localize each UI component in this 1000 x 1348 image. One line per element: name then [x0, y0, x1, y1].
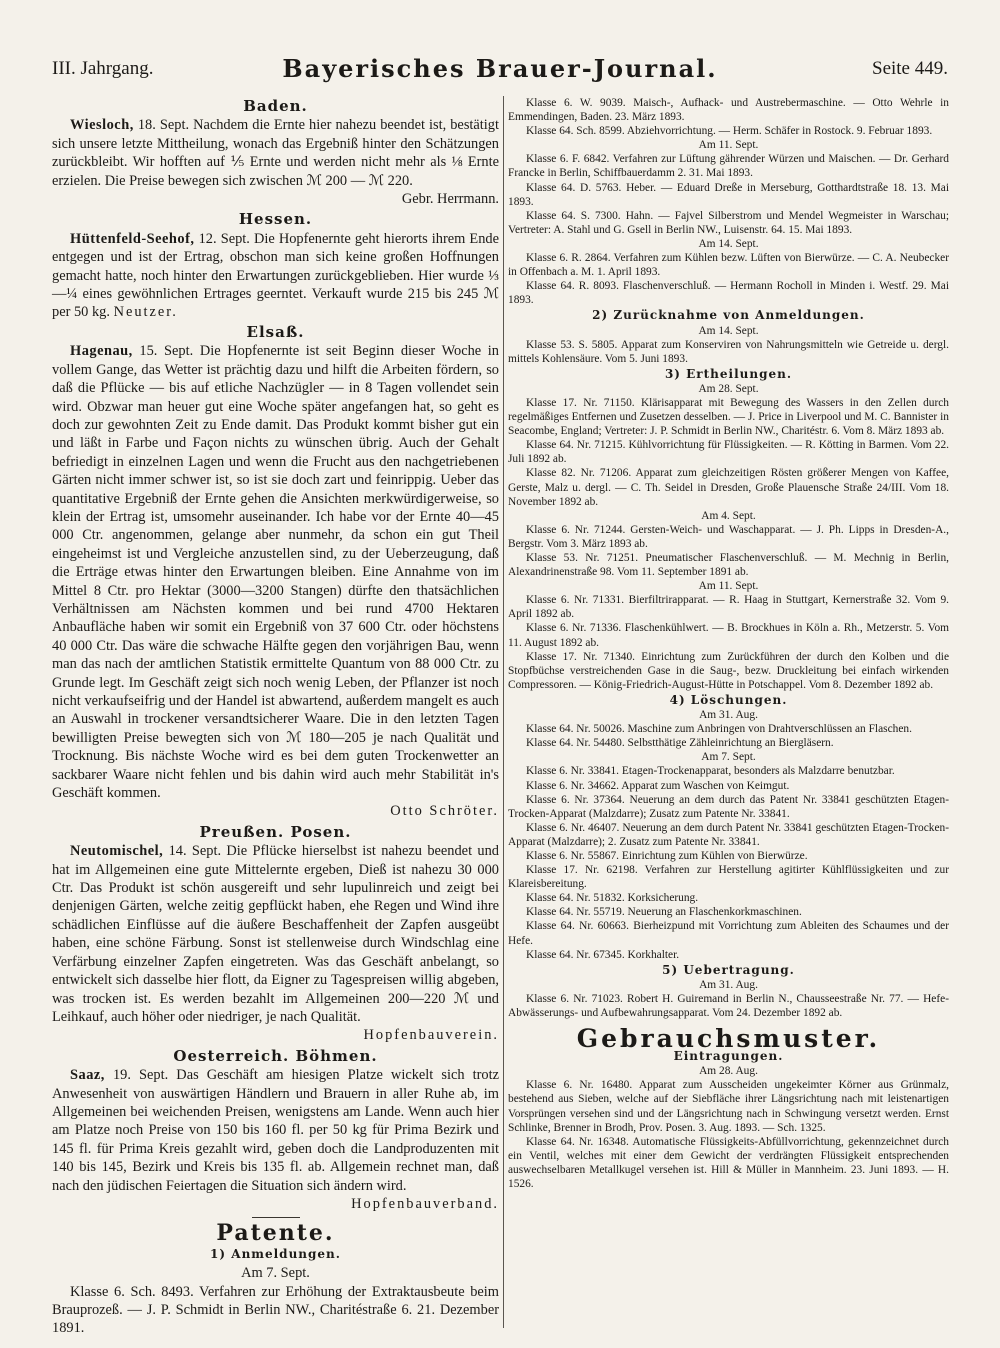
- patent-entry: Klasse 17. Nr. 62198. Verfahren zur Herstellung agitirter Kühlflüssigkeiten und zur Klareisbereitung.: [508, 864, 949, 891]
- section-rule: [252, 1217, 300, 1218]
- report-text: 18. Sept. Nachdem die Ernte hier nahezu beendet ist, bestätigt sich unsere letzte Mittheilung, wonach das Ergebniß hinter den Schätzungen zurückbleibt. Wir hofften auf ⅕ Ernte und werden nicht mehr als ⅛ Ernte erzielen. Die Preise bewegen sich zwischen ℳ 200 — ℳ 220.: [52, 117, 499, 189]
- subheading-uebertragung: 5) Uebertragung.: [662, 962, 795, 977]
- place-name: Neutomischel,: [70, 843, 164, 860]
- report-text: 14. Sept. Die Pflücke hierselbst ist nahezu beendet und hat im Allgemeinen eine gute Mittelernte ergeben, Dieß ist nahezu 30 000 Ctr. Das Produkt ist schön ausgereift und sehr lupulinreich und zeigt bei denjenigen Gärten, welche zeitig gepflückt haben, ehe Regen und Wind ihre schädlichen Einflüsse auf die äußere Beschaffenheit der Zapfen ausgeübt haben, eine schöne Färbung. Sonst ist stellenweise durch Windschlag eine Verfärbung einzelner Zapfen eingetreten. Was das Geschäft anbelangt, so entwickelt sich dasselbe hier flott, da Eigner zu Tagespreisen willig abgeben, was trocken ist. Es werden bezahlt im Allgemeinen 200—220 ℳ und Leihkauf, auch höher oder niedriger, je nach Qualität.: [52, 843, 499, 1025]
- place-name: Saaz,: [70, 1067, 105, 1084]
- right-column: [508, 96, 949, 1328]
- section-heading-baden: Baden.: [243, 97, 308, 115]
- patent-entry: Klasse 6. Nr. 71331. Bierfiltrirapparat. — R. Haag in Stuttgart, Kernerstraße 32. Vom 9. April 1892 ab.: [508, 594, 949, 621]
- patent-entry: Klasse 6. Nr. 71023. Robert H. Guiremand in Berlin N., Chausseestraße Nr. 77. — Hefe-Abwässerungs- und Aufbewahrungsapparat. Vom 24. Dezember 1892 ab.: [508, 992, 949, 1019]
- report-hessen: [52, 230, 499, 322]
- page-number: Seite 449.: [872, 58, 948, 79]
- section-heading-oesterreich: Oesterreich. Böhmen.: [173, 1046, 378, 1065]
- patent-entry: Klasse 17. Nr. 71340. Einrichtung zum Zurückführen der durch den Kolben und die Stopfbüchse verstreichenden Gase in die Saug-, bezw. Druckleitung bei einfach wirkenden Compressoren. — König-Friedrich-August-Hütte in Potschappel. Vom 8. Dezember 1892 ab.: [508, 650, 949, 691]
- date-line: Am 4. Sept.: [701, 509, 756, 522]
- patent-entry: Klasse 6. W. 9039. Maisch-, Aufhack- und Austrebermaschine. — Otto Wehrle in Emmendingen, Baden. 23. März 1893.: [508, 97, 949, 124]
- report-baden: [52, 116, 499, 190]
- journal-title: Bayerisches Brauer-Journal.: [282, 54, 718, 83]
- patent-entry: Klasse 6. Nr. 71244. Gersten-Weich- und Waschapparat. — J. Ph. Lipps in Dresden-A., Bergstr. Vom 3. März 1893 ab.: [508, 523, 949, 550]
- report-oesterreich: [52, 1066, 499, 1195]
- date-line: Am 28. Sept.: [698, 382, 759, 395]
- patent-entry: Klasse 6. Nr. 33841. Etagen-Trockenapparat, besonders als Malzdarre benutzbar.: [526, 765, 895, 778]
- signature: Otto Schröter.: [390, 803, 499, 820]
- signature: Hopfenbauverband.: [351, 1195, 499, 1212]
- volume-label: III. Jahrgang.: [52, 58, 154, 79]
- report-text: 15. Sept. Die Hopfenernte ist seit Beginn dieser Woche in vollem Gange, das Wetter ist prächtig dazu und hilft die Arbeiten fördern, so daß die Pflücke — bis auf etliche Nachzügler — in 8 Tagen vollendet sein wird. Obzwar man heuer gut eine Woche später angefangen hat, so geht es doch zur gewohnten Zeit zu Ende damit. Das Produkt kommt bisher gut ein und läßt in Farbe und Façon nichts zu wünschen übrig. Auch der Gehalt befriedigt in einzelnen Lagen und wenn die Frucht aus den nachgetriebenen Gärten nicht immer schwer ist, so ist sie doch zart und feinrippig. Ueber das quantitative Ergebniß der Ernte gehen die Ansichten merkwürdigerweise, so klein der Ertrag ist, umsomehr auseinander. Ich habe vor der Ernte 40—45 000 Ctr. angenommen, gelange aber nunmehr, da schon ein gut Theil eingeheimst ist und Vergleiche anzustellen sind, zu der Ueberzeugung, daß die Erträge etwas hinter den Erwartungen bleiben. Eine Annahme von im Mittel 8 Ctr. pro Hektar (3000—3200 Stangen) dürfte den thatsächlichen Verhältnissen am Nächsten kommen und bei rund 4700 Hektaren Anbaufläche haben wir somit ein Ergebniß von 37 600 Ctr. oder höchstens 40 000 Ctr. Das wäre die schwache Hälfte gegen den vorjährigen Bau, wenn man das nach der amtlichen Statistik ermittelte Quantum von 88 000 Ctr. zu Grunde legt. Im Geschäft zeigt sich noch wenig Leben, der Pflanzer ist noch nicht verkaufseifrig und der Handel ist abwartend, außerdem mangelt es auch an Auswahl in trockener versandtsicherer Waare. Die in den letzten Tagen bewilligten Preise bewegten sich von ℳ 180—205 je nach Qualität und Trocknung. Bis nächste Woche wird es bei dem guten Trockenwetter an sackbarer Waare nicht fehlen und bis dahin wird auch mehr Stabilität in's Geschäft kommen.: [52, 343, 499, 802]
- left-column: [52, 96, 499, 1337]
- page-header: [52, 54, 948, 88]
- patent-entry: Klasse 6. Nr. 55867. Einrichtung zum Kühlen von Bierwürze.: [526, 849, 808, 862]
- date-line: Am 28. Aug.: [699, 1065, 758, 1078]
- place-name: Hagenau,: [70, 343, 133, 360]
- patent-entry: Klasse 64. R. 8093. Flaschenverschluß. — Hermann Rocholl in Minden i. Westf. 29. Mai 1893.: [508, 280, 949, 307]
- patent-entry: Klasse 6. Nr. 71336. Flaschenkühlwert. — B. Brockhues in Köln a. Rh., Metzerstr. 5. Vom 11. August 1892 ab.: [508, 622, 949, 649]
- subheading-zuruecknahme: 2) Zurücknahme von Anmeldungen.: [592, 308, 865, 323]
- patent-entry: Klasse 64. Nr. 71215. Kühlvorrichtung für Flüssigkeiten. — R. Kötting in Barmen. Vom 22. Juli 1892 ab.: [508, 439, 949, 466]
- date-line: Am 14. Sept.: [698, 324, 759, 337]
- section-heading-elsass: Elsaß.: [246, 322, 305, 341]
- patent-entry: Klasse 64. S. 7300. Hahn. — Fajvel Silberstrom und Mendel Wegmeister in Warschau; Vertreter: A. Stahl und G. Gsell in Berlin NW., Luisenstr. 64. 15. Mai 1893.: [508, 209, 949, 236]
- signature: Neutzer.: [113, 304, 178, 321]
- patent-entry: Klasse 6. Nr. 16480. Apparat zum Ausscheiden ungekeimter Körner aus Grünmalz, bestehend aus Sieben, welche auf der Siebfläche ihrer Längsrichtung nach mit leistenartigen Vorsprüngen versehen sind und der Längsrichtung nach in Schwingung versetzt werden. Ernst Schlinke, Brenner in Brodh, Prov. Posen. 3. Aug. 1893. — Sch. 1325.: [508, 1079, 949, 1134]
- date-line: Am 11. Sept.: [698, 139, 759, 152]
- subheading-eintragungen: Eintragungen.: [673, 1049, 784, 1064]
- date-line: Am 7. Sept.: [241, 1265, 310, 1282]
- patent-entry: Klasse 64. Nr. 50026. Maschine zum Anbringen von Drahtverschlüssen an Flaschen.: [526, 723, 912, 736]
- patent-entry: Klasse 6. Nr. 34662. Apparat zum Waschen von Keimgut.: [526, 779, 790, 792]
- column-divider: [503, 96, 504, 1328]
- patent-entry: Klasse 64. Nr. 51832. Korksicherung.: [526, 892, 699, 905]
- report-preussen: [52, 842, 499, 1026]
- date-line: Am 14. Sept.: [698, 237, 759, 250]
- patent-entry: Klasse 64. D. 5763. Heber. — Eduard Dreße in Merseburg, Gotthardtstraße 18. 13. Mai 1893.: [508, 181, 949, 208]
- signature: Hopfenbauverein.: [363, 1027, 499, 1044]
- patent-entry: Klasse 64. Nr. 60663. Bierheizpund mit Vorrichtung zum Ableiten des Schaumes und der Hefe.: [508, 920, 949, 947]
- date-line: Am 11. Sept.: [698, 580, 759, 593]
- date-line: Am 31. Aug.: [699, 709, 758, 722]
- place-name: Hüttenfeld-Seehof,: [70, 230, 195, 247]
- section-heading-preussen: Preußen. Posen.: [199, 822, 352, 841]
- patent-entry: Klasse 64. Nr. 16348. Automatische Flüssigkeits-Abfüllvorrichtung, gekennzeichnet durch ein Ventil, welches mit einer dem Gewicht der verdrängten Flüssigkeit entsprechenden auswechselbaren Metallkugel versehen ist. Hill & Müller in Mannheim. 23. Juni 1893. — H. 1526.: [508, 1135, 949, 1191]
- patent-entry: Klasse 53. Nr. 71251. Pneumatischer Flaschenverschluß. — M. Mechnig in Berlin, Alexandrinenstraße 98. Vom 11. September 1891 ab.: [508, 552, 949, 579]
- signature: Gebr. Herrmann.: [401, 191, 499, 208]
- patent-entry: Klasse 64. Nr. 55719. Neuerung an Flaschenkorkmaschinen.: [526, 906, 802, 919]
- section-heading-gebrauchsmuster: Gebrauchsmuster.: [576, 1024, 881, 1054]
- patent-entry: Klasse 64. Nr. 67345. Korkhalter.: [526, 948, 680, 961]
- patent-entry: Klasse 6. Sch. 8493. Verfahren zur Erhöhung der Extraktausbeute beim Brauprozeß. — J. P. Schmidt in Berlin NW., Charitéstraße 6. 21. Dezember 1891.: [52, 1283, 499, 1337]
- report-text: 12. Sept. Die Hopfenernte geht hierorts ihrem Ende entgegen und ist der Ertrag, obschon man sich keine großen Hoffnungen gemacht hatte, noch hinter den Erwartungen zurückgeblieben. Hier wurde ⅓—¼ eines gewöhnlichen Ertrages geerntet. Verkauft wurde 215 bis 245 ℳ per 50 kg.: [52, 230, 499, 321]
- subheading-anmeldungen: 1) Anmeldungen.: [210, 1246, 341, 1261]
- patent-entry: Klasse 64. Sch. 8599. Abziehvorrichtung. — Herm. Schäfer in Rostock. 9. Februar 1893.: [526, 125, 933, 138]
- subheading-ertheilungen: 3) Ertheilungen.: [664, 366, 793, 381]
- section-heading-patente: Patente.: [216, 1220, 335, 1247]
- date-line: Am 31. Aug.: [699, 978, 758, 991]
- section-heading-hessen: Hessen.: [238, 210, 313, 229]
- subheading-loeschungen: 4) Löschungen.: [669, 692, 788, 707]
- place-name: Wiesloch,: [70, 117, 134, 134]
- patent-entry: Klasse 6. R. 2864. Verfahren zum Kühlen bezw. Lüften von Bierwürze. — C. A. Neubecker in Offenbach a. M. 1. April 1893.: [508, 252, 949, 279]
- patent-entry: Klasse 6. Nr. 37364. Neuerung an dem durch das Patent Nr. 33841 geschützten Etagen-Trocken-Apparat (Malzdarre); Zusatz zum Patente Nr. 33841.: [508, 793, 949, 820]
- patent-entry: Klasse 64. Nr. 54480. Selbstthätige Zähleinrichtung an Biergläsern.: [526, 737, 834, 750]
- patent-entry: Klasse 6. Nr. 46407. Neuerung an dem durch Patent Nr. 33841 geschützten Etagen-Trocken-Apparat (Malzdarre); 2. Zusatz zum Patente Nr. 33841.: [508, 821, 949, 848]
- patent-entry: Klasse 17. Nr. 71150. Klärisapparat mit Bewegung des Wassers in den Zellen durch regelmäßiges Entfernen und Zusetzen desselben. — J. Price in Liverpool und M. C. Bannister in Seacombe, England; Vertreter: J. P. Schmidt in Berlin NW., Charitéstr. 6. Vom 8. März 1893 ab.: [508, 396, 949, 438]
- report-elsass: [52, 342, 499, 802]
- patent-entry: Klasse 53. S. 5805. Apparat zum Konserviren von Nahrungsmitteln wie Getreide u. dergl. mittels Kohlensäure. Vom 5. Juni 1893.: [508, 338, 949, 365]
- date-line: Am 7. Sept.: [701, 751, 756, 764]
- report-text: 19. Sept. Das Geschäft am hiesigen Platze wickelt sich trotz Anwesenheit von auswärtigen Händlern und Brauern in aller Ruhe ab, im Allgemeinen bei weichenden Preisen, wenigstens am Lande. Wenn auch hier am Platze noch Preise von 150 bis 160 fl. per 50 kg für Prima Bezirk und 145 fl. für Prima Kreis gezahlt wird, geben doch die Landproduzenten mit 140 bis 145, Bezirk und Kreis bis 135 fl. ab. Allgemein rechnet man, daß nach den jüdischen Feiertagen die Situation sich ändern wird.: [52, 1067, 499, 1194]
- patent-entry: Klasse 82. Nr. 71206. Apparat zum gleichzeitigen Rösten größerer Mengen von Kaffee, Gerste, Malz u. dergl. — C. Th. Seidel in Dresden, Große Plauensche Straße 24/III. Vom 18. November 1892 ab.: [508, 467, 949, 508]
- patent-entry: Klasse 6. F. 6842. Verfahren zur Lüftung gährender Würzen und Maischen. — Dr. Gerhard Francke in Berlin, Schiffbauerdamm 2. 31. Mai 1893.: [508, 153, 949, 180]
